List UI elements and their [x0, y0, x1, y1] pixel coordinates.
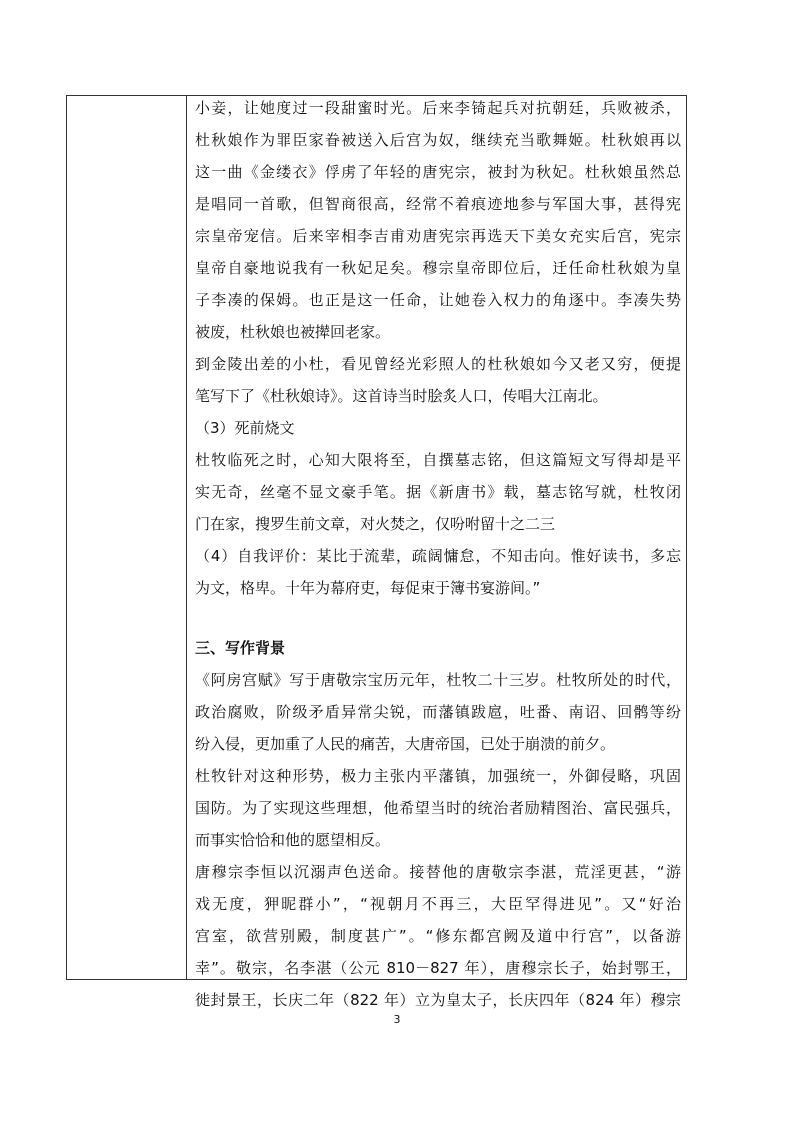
content-table [66, 95, 687, 1009]
text-line: （4）自我评价：某比于流辈，疏阔慵怠，不知击向。惟好读书，多忘 [195, 547, 681, 565]
text-line: 皇帝自豪地说我有一秋妃足矣。穆宗皇帝即位后，迁任命杜秋娘为皇 [195, 259, 681, 277]
text-line: 笔写下了《杜秋娘诗》。这首诗当时脍炙人口，传唱大江南北。 [195, 387, 608, 405]
text-line: 宗皇帝宠信。后来宰相李吉甫劝唐宪宗再选天下美女充实后宫，宪宗 [195, 227, 681, 245]
text-line: 杜秋娘作为罪臣家眷被送入后宫为奴，继续充当歌舞姬。杜秋娘再以 [195, 131, 681, 149]
text-line: 而事实恰恰和他的愿望相反。 [195, 831, 391, 849]
text-line: 门在家，搜罗生前文章，对火焚之，仅吩咐留十之二三 [195, 515, 556, 533]
text-line: 实无奇，丝毫不显文豪手笔。据《新唐书》载，墓志铭写就，杜牧闭 [195, 483, 681, 501]
text-line: 杜牧针对这种形势，极力主张内平藩镇，加强统一，外御侵略，巩固 [195, 767, 681, 785]
section-heading: 三、写作背景 [195, 639, 286, 657]
table-left-column [67, 96, 187, 979]
text-line: 幸”。敬宗，名李湛（公元 810－827 年），唐穆宗长子，始封鄂王， [195, 959, 681, 977]
text-line: 这一曲《金缕衣》俘虏了年轻的唐宪宗，被封为秋妃。杜秋娘虽然总 [195, 163, 681, 181]
text-line: 到金陵出差的小杜，看见曾经光彩照人的杜秋娘如今又老又穷，便提 [195, 355, 681, 373]
text-line: 徙封景王，长庆二年（822 年）立为皇太子，长庆四年（824 年）穆宗 [195, 991, 681, 1009]
text-line: 子李凑的保姆。也正是这一任命，让她卷入权力的角逐中。李凑失势 [195, 291, 681, 309]
text-line: 杜牧临死之时，心知大限将至，自撰墓志铭，但这篇短文写得却是平 [195, 451, 681, 469]
text-line: 是唱同一首歌，但智商很高，经常不着痕迹地参与军国大事，甚得宪 [195, 195, 681, 213]
text-line: 宫室，欲营别殿，制度甚广”。“修东都宫阙及道中行宫”，以备游 [195, 927, 681, 945]
subheading: （3）死前烧文 [195, 419, 295, 437]
text-line: 政治腐败，阶级矛盾异常尖锐，而藩镇跋扈，吐番、南诏、回鹘等纷 [195, 703, 681, 721]
text-line: 戏无度，狎昵群小”，“视朝月不再三，大臣罕得进见”。又“好治 [195, 895, 681, 913]
text-line: 被废，杜秋娘也被撵回老家。 [195, 323, 391, 341]
page-number: 3 [393, 1013, 401, 1026]
text-line: 小妾，让她度过一段甜蜜时光。后来李锜起兵对抗朝廷，兵败被杀， [195, 99, 681, 117]
text-line: 国防。为了实现这些理想，他希望当时的统治者励精图治、富民强兵， [195, 799, 681, 817]
text-line: 纷入侵，更加重了人民的痛苦，大唐帝国，已处于崩溃的前夕。 [195, 735, 616, 753]
text-line: 《阿房宫赋》写于唐敬宗宝历元年，杜牧二十三岁。杜牧所处的时代， [195, 671, 681, 689]
text-line: 唐穆宗李恒以沉溺声色送命。接替他的唐敬宗李湛，荒淫更甚，“游 [195, 863, 681, 881]
text-line: 为文，格卑。十年为幕府吏，每促束于簿书宴游间。” [195, 579, 541, 597]
